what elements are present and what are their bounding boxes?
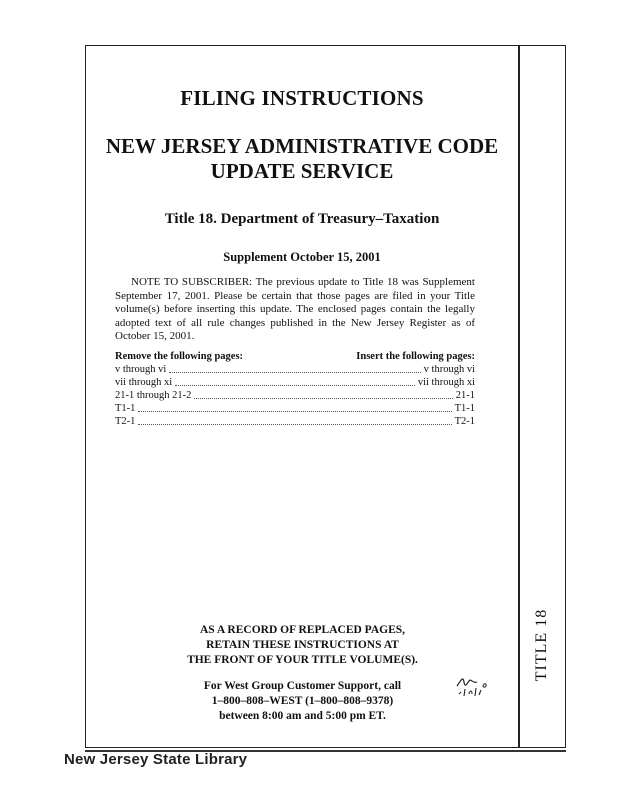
record-notice	[160, 623, 445, 668]
table-row	[115, 376, 475, 389]
insert-pages: vii through xi	[417, 377, 475, 388]
insert-pages: v through vi	[423, 364, 475, 375]
record-line: AS A RECORD OF REPLACED PAGES,	[199, 624, 406, 636]
library-stamp: New Jersey State Library	[64, 751, 248, 768]
remove-header: Remove the following pages:	[115, 351, 244, 362]
support-info	[160, 679, 445, 724]
remove-pages: T1-1	[115, 403, 136, 414]
subscriber-note: NOTE TO SUBSCRIBER: The previous update to Title 18 was Supplement September 17, 2001. Please be certain that those pages are filed in your Title volume(s) before inserting this update. The enclosed pages contain the legally adopted text of all rule changes published in the New Jersey Register as of October 15, 2001.	[115, 276, 475, 342]
insert-pages: T1-1	[454, 403, 475, 414]
remove-pages: 21-1 through 21-2	[115, 390, 192, 401]
supplement-date: Supplement October 15, 2001	[223, 250, 381, 264]
insert-pages: 21-1	[455, 390, 475, 401]
remove-pages: vii through xi	[115, 377, 173, 388]
table-row	[115, 402, 475, 415]
dot-leader	[138, 411, 451, 412]
code-title-line1: NEW JERSEY ADMINISTRATIVE CODE	[105, 134, 499, 158]
remove-pages: v through vi	[115, 364, 167, 375]
department-title: Title 18. Department of Treasury–Taxation	[164, 211, 440, 227]
record-line: THE FRONT OF YOUR TITLE VOLUME(S).	[187, 654, 418, 666]
table-row	[115, 363, 475, 376]
remove-pages: T2-1	[115, 416, 136, 427]
code-title-line2: UPDATE SERVICE	[210, 159, 394, 183]
dot-leader	[175, 385, 415, 386]
table-row	[115, 415, 475, 428]
dot-leader	[138, 424, 451, 425]
table-row	[115, 389, 475, 402]
side-tab-label: TITLE 18	[533, 608, 551, 682]
insert-header: Insert the following pages:	[356, 351, 475, 362]
support-phone: 1–800–808–WEST (1–800–808–9378)	[211, 695, 394, 707]
handwritten-initials-icon	[455, 672, 515, 702]
dot-leader	[169, 372, 420, 373]
side-tab	[518, 590, 566, 700]
support-line: For West Group Customer Support, call	[203, 680, 402, 692]
support-hours: between 8:00 am and 5:00 pm ET.	[219, 710, 386, 722]
record-line: RETAIN THESE INSTRUCTIONS AT	[206, 639, 399, 651]
filing-instructions-title: FILING INSTRUCTIONS	[180, 86, 424, 110]
pages-table-header	[115, 351, 475, 362]
dot-leader	[194, 398, 452, 399]
insert-pages: T2-1	[454, 416, 475, 427]
